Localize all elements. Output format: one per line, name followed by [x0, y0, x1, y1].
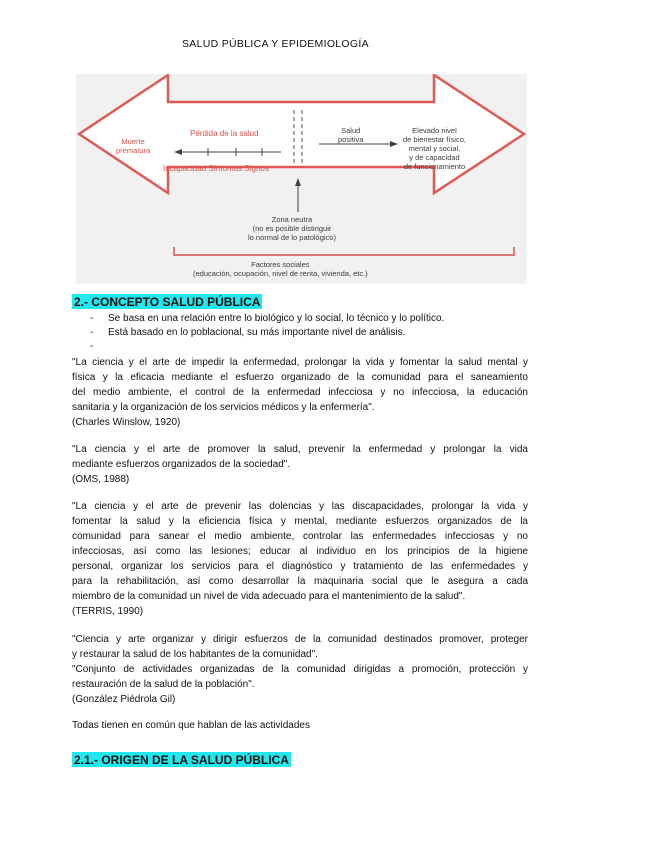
page-header: SALUD PÚBLICA Y EPIDEMIOLOGÍA: [182, 38, 369, 50]
quote-citation: (Charles Winslow, 1920): [72, 417, 181, 428]
label-stages: Incapacidad Síntomas Signos: [163, 164, 269, 173]
quote-terris: "La ciencia y el arte de prevenir las dolencias y las discapacidades, prolongar la vida y fomentar la salud y la eficiencia física y mental, mediante esfuerzos organizados de la comunidad para sanear el medio ambiente, controlar las enfermedades infecciosas y no infecciosas, así como las lesiones; educar al individuo en los principios de la higiene personal, organizar los servicios para el diagnóstico y tratamiento de las enfermedades y para la rehabilitación, así como desarrollar la maquinaria social que le asegura a cada miembro de la comunidad un nivel de vida adecuado para el mantenimiento de la salud". (TERRIS, 1990): [72, 501, 528, 617]
label-premature-death: Muerte prematura: [116, 137, 151, 155]
section-title-origen: 2.1.- ORIGEN DE LA SALUD PÚBLICA: [74, 753, 289, 767]
common-statement: Todas tienen en común que hablan de las actividades: [72, 720, 310, 731]
quote-citation: (TERRIS, 1990): [72, 606, 144, 617]
quote-citation: (González Piédrola Gil): [72, 694, 176, 705]
concept-bullet-list: [88, 312, 444, 354]
health-continuum-figure: [76, 74, 527, 284]
neutral-pointer-head: [295, 178, 301, 186]
quote-gonzalez: "Ciencia y arte organizar y dirigir esfuerzos de la comunidad destinados promover, proteger y restaurar la salud de los habitantes de la comunidad". "Conjunto de actividades organizadas de la comunidad dirigidas a promoción, protección y restauración de la salud de la población". (González Piédrola Gil): [72, 634, 528, 705]
label-high-wellbeing: Elevado nivel de bienestar físico, mental y social, y de capacidad de funcionamiento: [403, 126, 466, 171]
double-arrow-diagram: [76, 74, 527, 284]
list-item: - Se basa en una relación entre lo biológico y lo social, lo técnico y lo político.: [88, 312, 444, 326]
section-title-concepto: 2.- CONCEPTO SALUD PÚBLICA: [74, 295, 261, 309]
list-item: [88, 340, 444, 354]
social-factors-brace: [174, 247, 514, 255]
quote-oms: "La ciencia y el arte de promover la salud, prevenir la enfermedad y prolongar la vida mediante esfuerzos organizados de la sociedad". (OMS, 1988): [72, 444, 528, 485]
label-positive-health: Salud positiva: [338, 126, 364, 144]
label-neutral-zone: Zona neutra (no es posible distinguir lo normal de lo patológico): [248, 215, 336, 242]
quote-winslow: "La ciencia y el arte de impedir la enfermedad, prolongar la vida y fomentar la salud mental y física y la eficacia mediante el esfuerzo organizado de la comunidad para el saneamiento del medio ambiente, el control de la enfermedad infecciosa y no infecciosa, la educación sanitaria y la organización de los servicios médicos y la enfermería". (Charles Winslow, 1920): [72, 357, 528, 428]
list-item: - Está basado en lo poblacional, su más importante nivel de análisis.: [88, 326, 444, 340]
label-social-factors: Factores sociales (educación, ocupación, nivel de renta, vivienda, etc.): [193, 260, 368, 278]
label-loss-of-health: Pérdida de la salud: [190, 129, 259, 138]
quote-citation: (OMS, 1988): [72, 474, 130, 485]
